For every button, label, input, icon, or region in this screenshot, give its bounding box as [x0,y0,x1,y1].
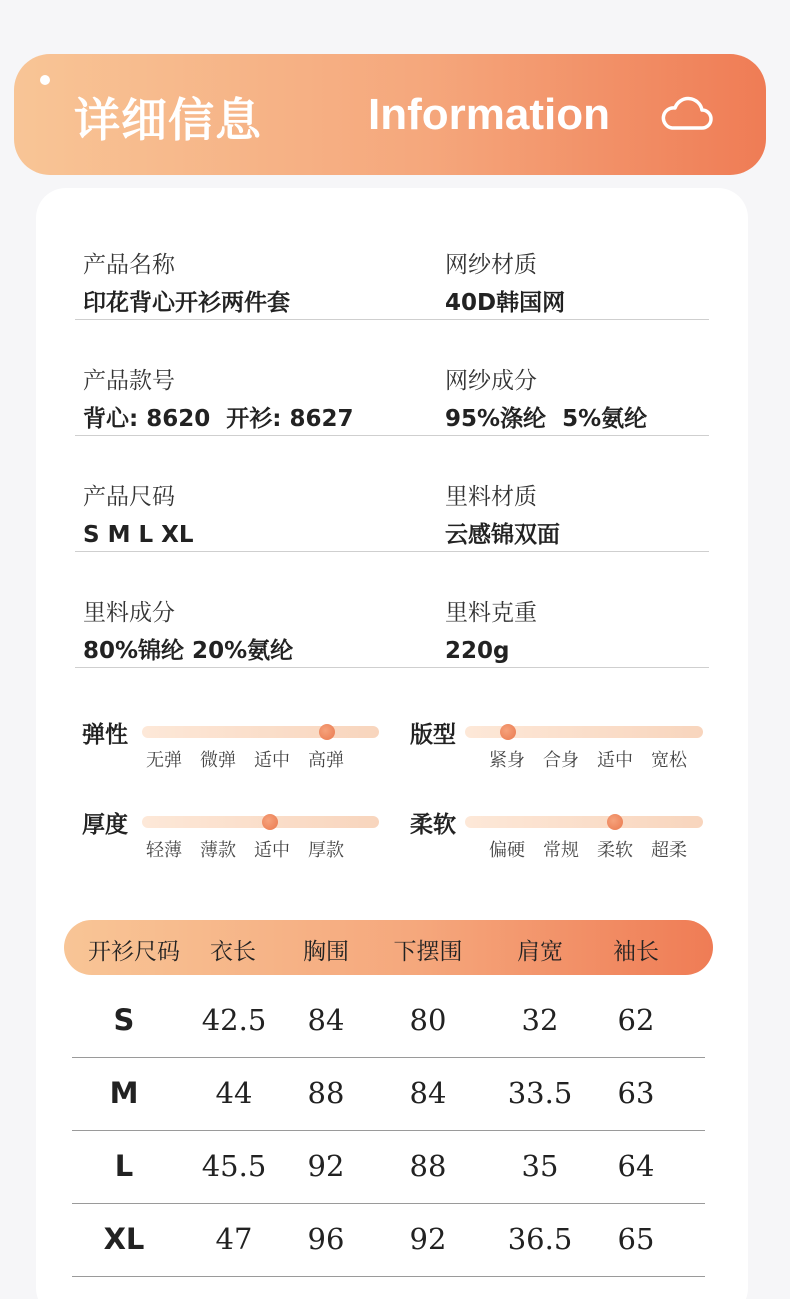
slider-option: 无弹 [146,750,182,771]
slider-name: 柔软 [410,812,456,838]
slider-knob [262,814,278,830]
table-cell: 44 [215,1076,253,1110]
decorative-dot [40,75,50,85]
table-cell: 96 [307,1222,345,1256]
info-value: 云感锦双面 [445,522,560,548]
info-cell-style-number [83,366,353,434]
table-cell: L [114,1149,134,1183]
slider-name: 厚度 [82,812,128,838]
slider-option: 超柔 [651,840,687,861]
slider-option: 轻薄 [146,840,182,861]
table-cell: 35 [521,1149,559,1183]
info-value: 背心: 8620 开衫: 8627 [83,406,354,432]
slider-option: 适中 [597,750,633,771]
slider-softness [410,806,710,861]
title-english: Information [368,90,610,139]
table-cell: 80 [409,1003,447,1037]
slider-knob [607,814,623,830]
slider-option: 合身 [543,750,579,771]
table-header-cell: 下摆围 [393,939,463,965]
table-cell: 33.5 [507,1076,573,1110]
info-value: 80%锦纶 20%氨纶 [83,638,294,664]
slider-elasticity [82,716,382,771]
info-row [75,204,709,320]
info-value: 40D韩国网 [445,290,566,316]
table-cell: 63 [617,1076,655,1110]
slider-track [142,816,379,828]
table-cell: 45.5 [201,1149,267,1183]
info-label: 产品名称 [83,252,175,278]
slider-option: 高弹 [308,750,344,771]
table-cell: 47 [215,1222,253,1256]
table-header-cell: 衣长 [210,939,256,965]
table-row [72,1058,705,1131]
table-cell: 42.5 [201,1003,267,1037]
slider-name: 版型 [410,722,456,748]
slider-thickness [82,806,382,861]
table-cell: 65 [617,1222,655,1256]
slider-fit [410,716,710,771]
table-header-cell: 胸围 [303,939,349,965]
table-cell: 62 [617,1003,655,1037]
table-header-cell: 袖长 [613,939,659,965]
info-label: 里料成分 [83,600,175,626]
info-cell-lining-composition [83,598,293,666]
table-cell: 88 [409,1149,447,1183]
info-cell-product-name [83,250,290,318]
table-cell: 84 [409,1076,447,1110]
slider-labels [480,836,696,862]
table-row [72,1204,705,1277]
slider-track [465,816,703,828]
slider-option: 薄款 [200,840,236,861]
info-row [75,320,709,436]
table-cell: S [113,1003,135,1037]
table-cell: 92 [409,1222,447,1256]
size-table-header [64,920,713,975]
header-banner [14,54,766,175]
slider-knob [500,724,516,740]
table-cell: 64 [617,1149,655,1183]
table-header-cell: 肩宽 [517,939,563,965]
slider-option: 常规 [543,840,579,861]
info-value: 220g [445,638,510,664]
table-cell: 84 [307,1003,345,1037]
title-chinese: 详细信息 [74,93,262,147]
info-label: 里料材质 [445,484,537,510]
table-cell: 92 [307,1149,345,1183]
table-cell: XL [103,1222,145,1256]
slider-option: 紧身 [489,750,525,771]
slider-option: 厚款 [308,840,344,861]
slider-option: 柔软 [597,840,633,861]
slider-track [465,726,703,738]
table-cell: 88 [307,1076,345,1110]
slider-option: 适中 [254,750,290,771]
info-label: 网纱材质 [445,252,537,278]
info-row [75,552,709,668]
table-header-cell: 开衫尺码 [88,939,180,965]
slider-labels [137,746,353,772]
slider-option: 偏硬 [489,840,525,861]
table-cell: M [109,1076,139,1110]
info-value: S M L XL [83,522,194,548]
slider-knob [319,724,335,740]
info-value: 印花背心开衫两件套 [83,290,290,316]
cloud-icon [658,94,714,134]
info-label: 里料克重 [445,600,537,626]
table-cell: 32 [521,1003,559,1037]
info-label: 产品尺码 [83,484,175,510]
slider-name: 弹性 [82,722,128,748]
slider-option: 适中 [254,840,290,861]
info-cell-sizes [83,482,194,550]
info-cell-mesh-material [445,250,565,318]
info-cell-mesh-composition [445,366,647,434]
table-row [72,1131,705,1204]
info-value: 95%涤纶 5%氨纶 [445,406,648,432]
slider-track [142,726,379,738]
slider-option: 宽松 [651,750,687,771]
info-label: 产品款号 [83,368,175,394]
slider-labels [480,746,696,772]
table-row [72,985,705,1058]
table-cell: 36.5 [507,1222,573,1256]
info-label: 网纱成分 [445,368,537,394]
info-cell-lining-weight [445,598,537,666]
slider-option: 微弹 [200,750,236,771]
slider-labels [137,836,353,862]
info-cell-lining-material [445,482,560,550]
info-row [75,436,709,552]
